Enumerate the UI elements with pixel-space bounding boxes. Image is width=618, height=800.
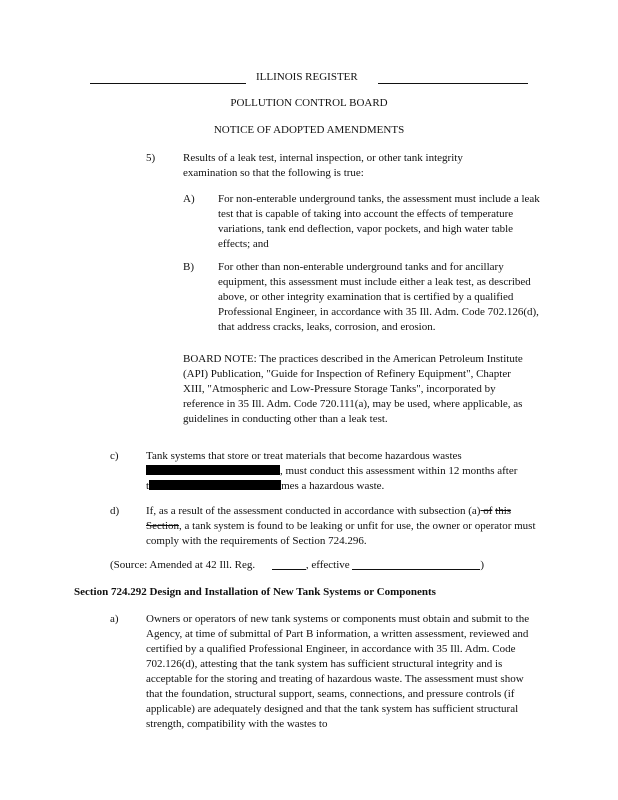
effective-date-blank bbox=[352, 558, 480, 570]
item-d-struck-section: this Section bbox=[146, 505, 512, 532]
header-rule-right bbox=[378, 83, 528, 84]
item-d-text-before: If, as a result of the assessment conducted in accordance with subsection (a) bbox=[146, 505, 481, 517]
item-d-text bbox=[146, 504, 536, 549]
header-rule-left bbox=[90, 83, 246, 84]
item-c-line1: Tank systems that store or treat materials that become hazardous wastes bbox=[146, 450, 462, 462]
item-5a-text: For non-enterable underground tanks, the assessment must include a leak test that is capable of taking into account the effects of temperature variations, tank end deflection, vapor pockets, and high water table effects; and bbox=[218, 193, 540, 250]
item-5a-label: A) bbox=[183, 193, 195, 205]
item-c-line2 bbox=[146, 464, 546, 479]
item-c-text bbox=[146, 449, 546, 494]
source-effective: , effective bbox=[305, 559, 350, 571]
item-d-text-after: , a tank system is found to be leaking or unfit for use, the owner or operator must comply with the requirements of Section 724.296. bbox=[146, 520, 536, 547]
source-prefix: (Source: Amended at 42 Ill. Reg. bbox=[110, 559, 256, 571]
board-title: POLLUTION CONTROL BOARD bbox=[230, 97, 388, 109]
redaction-block bbox=[149, 480, 281, 490]
item-a-label: a) bbox=[110, 613, 119, 625]
item-c-line3-start: t bbox=[146, 480, 150, 492]
item-c-label: c) bbox=[110, 450, 119, 462]
section-heading: Section 724.292 Design and Installation of New Tank Systems or Components bbox=[74, 586, 436, 598]
item-5-label: 5) bbox=[146, 152, 156, 164]
item-5b-label: B) bbox=[183, 261, 194, 273]
source-close: ) bbox=[480, 559, 485, 571]
redaction-block bbox=[146, 465, 280, 475]
board-note: BOARD NOTE: The practices described in the American Petroleum Institute (API) Publication, "Guide for Inspection of Refinery Equipment", Chapter XIII, "Atmospheric and Low-Pressure Storage Tanks", incorporated by reference in 35 Ill. Adm. Code 720.111(a), may be used, where applicable, as guidelines in conducting other than a leak test. bbox=[183, 353, 523, 425]
item-5-intro: Results of a leak test, internal inspection, or other tank integrity examination so that the following is true: bbox=[183, 152, 463, 179]
register-title: ILLINOIS REGISTER bbox=[256, 71, 358, 83]
source-line bbox=[110, 558, 540, 573]
item-a-text: Owners or operators of new tank systems or components must obtain and submit to the Agency, at time of submittal of Part B information, a written assessment, reviewed and certified by a qualified Professional Engineer, in accordance with 35 Ill. Adm. Code 702.126(d), attesting that the tank system has sufficient structural integrity and is acceptable for the storing and treating of hazardous waste. The assessment must show that the foundation, structural support, seams, connections, and pressure controls (if applicable) are adequately designed and that the tank system has sufficient structural strength, compatibility with the wastes to bbox=[146, 613, 530, 730]
item-d-label: d) bbox=[110, 505, 120, 517]
item-c-line3 bbox=[146, 479, 546, 494]
notice-title: NOTICE OF ADOPTED AMENDMENTS bbox=[213, 124, 405, 136]
register-number-blank bbox=[272, 558, 306, 570]
item-d-struck-of: of bbox=[480, 505, 493, 517]
item-c-line3-text: mes a hazardous waste. bbox=[281, 480, 385, 492]
item-c-line2-text: , must conduct this assessment within 12 months after bbox=[280, 465, 518, 477]
item-5b-text: For other than non-enterable underground tanks and for ancillary equipment, this assessment must include either a leak test, as described above, or other integrity examination that is certified by a qualified Professional Engineer, in accordance with 35 Ill. Adm. Code 702.126(d), that address cracks, leaks, corrosion, and erosion. bbox=[218, 261, 539, 333]
